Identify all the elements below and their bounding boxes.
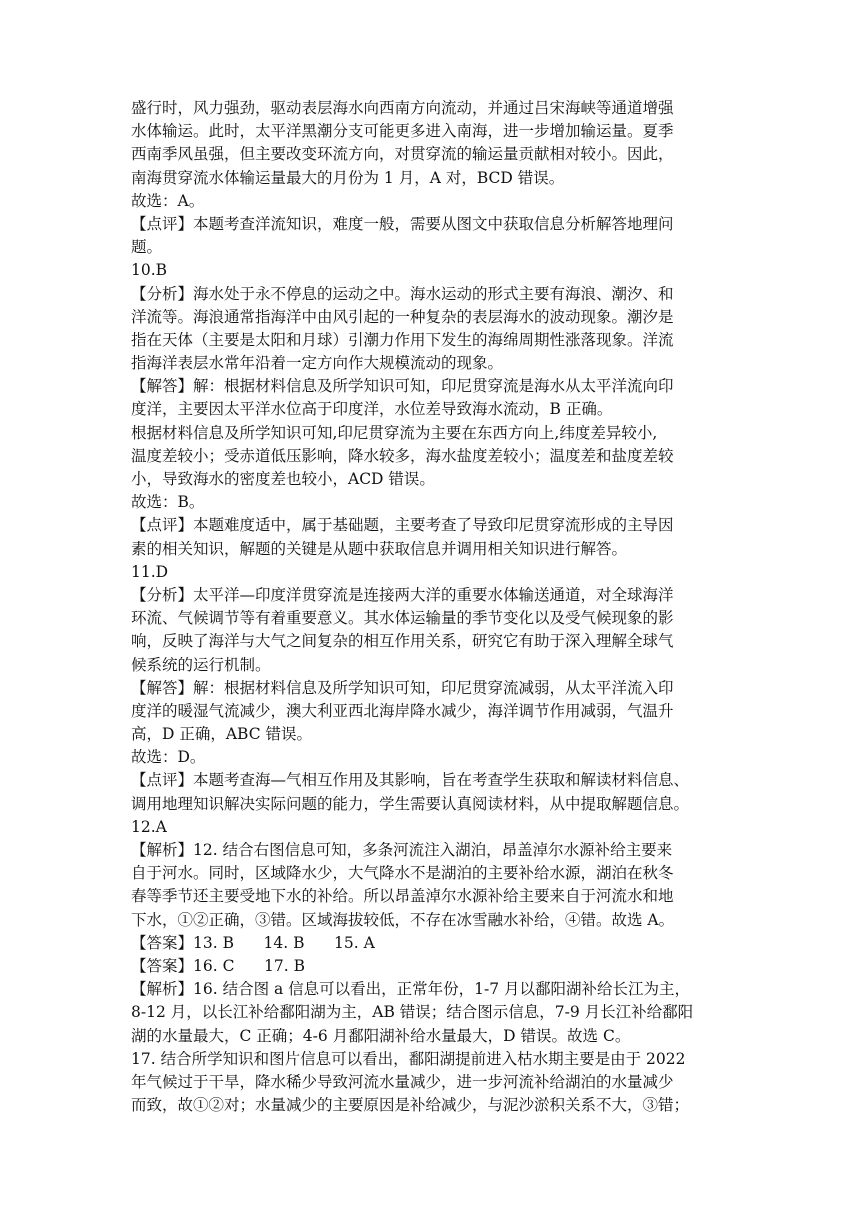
text-line: 11.D: [131, 562, 169, 581]
text-line: 湖的水量最大，C 正确；4-6 月鄱阳湖补给水量最大，D 错误。故选 C。: [131, 1026, 631, 1045]
text-line: 素的相关知识，解题的关键是从题中获取信息并调用相关知识进行解答。: [131, 539, 628, 558]
text-line: 故选：D。: [131, 748, 206, 767]
text-line: 温度差较小；受赤道低压影响，降水较多，海水盐度差较小；温度差和盐度差较: [131, 446, 674, 465]
text-line: 故选：B。: [131, 493, 205, 512]
text-line: 而致，故①②对；水量减少的主要原因是补给减少，与泥沙淤积关系不大，③错；: [131, 1096, 690, 1115]
answer-explanation-text: [131, 97, 741, 1117]
text-line: 环流、气候调节等有着重要意义。其水体运输量的季节变化以及受气候现象的影: [131, 609, 674, 628]
text-line: 下水，①②正确，③错。区域海拔较低，不存在冰雪融水补给，④错。故选 A。: [131, 910, 675, 929]
text-line: 西南季风虽强，但主要改变环流方向，对贯穿流的输运量贡献相对较小。因此，: [131, 145, 674, 164]
text-line: 【点评】本题考查海—气相互作用及其影响，旨在考查学生获取和解读材料信息、: [131, 771, 690, 790]
text-line: 水体输运。此时，太平洋黑潮分支可能更多进入南海，进一步增加输运量。夏季: [131, 122, 674, 141]
text-line: 根据材料信息及所学知识可知,印尼贯穿流为主要在东西方向上,纬度差异较小,: [131, 423, 658, 442]
text-line: 洋流等。海浪通常指海洋中由风引起的一种复杂的表层海水的波动现象。潮汐是: [131, 307, 674, 326]
text-line: 10.B: [131, 261, 168, 280]
text-line: 响，反映了海洋与大气之间复杂的相互作用关系，研究它有助于深入理解全球气: [131, 632, 674, 651]
text-line: 春等季节还主要受地下水的补给。所以昂盖淖尔水源补给主要来自于河流水和地: [131, 887, 674, 906]
text-line: 年气候过于干旱，降水稀少导致河流水量减少，进一步河流补给湖泊的水量减少: [131, 1072, 674, 1091]
text-line: 候系统的运行机制。: [131, 655, 271, 674]
text-line: 度洋，主要因太平洋水位高于印度洋，水位差导致海水流动，B 正确。: [131, 400, 613, 419]
text-line: 南海贯穿流水体输运量最大的月份为 1 月，A 对，BCD 错误。: [131, 168, 565, 187]
text-line: 【解答】解：根据材料信息及所学知识可知，印尼贯穿流减弱，从太平洋流入印: [131, 678, 674, 697]
text-line: 8-12 月，以长江补给鄱阳湖为主，AB 错误；结合图示信息，7-9 月长江补给鄱阳: [131, 1003, 694, 1022]
text-line: 【答案】16. C 17. B: [131, 956, 305, 975]
text-line: 故选：A。: [131, 191, 205, 210]
text-line: 盛行时，风力强劲，驱动表层海水向西南方向流动，并通过吕宋海峡等通道增强: [131, 99, 674, 117]
text-line: 度洋的暖湿气流减少，澳大利亚西北海岸降水减少，海洋调节作用减弱，气温升: [131, 701, 674, 720]
text-line: 指在天体（主要是太阳和月球）引潮力作用下发生的海绵周期性涨落现象。洋流: [131, 330, 674, 349]
text-line: 【解析】12. 结合右图信息可知，多条河流注入湖泊，昂盖淖尔水源补给主要来: [131, 841, 673, 859]
text-line: 【解析】16. 结合图 a 信息可以看出，正常年份，1-7 月以鄱阳湖补给长江为主，: [131, 980, 691, 999]
text-line: 【分析】海水处于永不停息的运动之中。海水运动的形式主要有海浪、潮汐、和: [131, 284, 674, 303]
text-line: 指海洋表层水常年沿着一定方向作大规模流动的现象。: [131, 354, 504, 373]
text-line: 【答案】13. B 14. B 15. A: [131, 933, 375, 952]
text-line: 调用地理知识解决实际问题的能力，学生需要认真阅读材料，从中提取解题信息。: [131, 794, 690, 813]
text-line: 高，D 正确，ABC 错误。: [131, 725, 313, 744]
text-line: 【解答】解：根据材料信息及所学知识可知，印尼贯穿流是海水从太平洋流向印: [131, 377, 674, 396]
text-line: 17. 结合所学知识和图片信息可以看出，鄱阳湖提前进入枯水期主要是由于 2022: [131, 1049, 686, 1068]
text-line: 【点评】本题难度适中，属于基础题，主要考查了导致印尼贯穿流形成的主导因: [131, 516, 674, 535]
text-line: 【分析】太平洋—印度洋贯穿流是连接两大洋的重要水体输送通道，对全球海洋: [131, 585, 674, 604]
text-line: 题。: [131, 238, 163, 257]
text-line: 12.A: [131, 817, 167, 836]
text-line: 【点评】本题考查洋流知识，难度一般，需要从图文中获取信息分析解答地理问: [131, 214, 674, 233]
text-line: 自于河水。同时，区域降水少，大气降水不是湖泊的主要补给水源，湖泊在秋冬: [131, 864, 674, 883]
text-line: 小，导致海水的密度差也较小，ACD 错误。: [131, 470, 435, 488]
